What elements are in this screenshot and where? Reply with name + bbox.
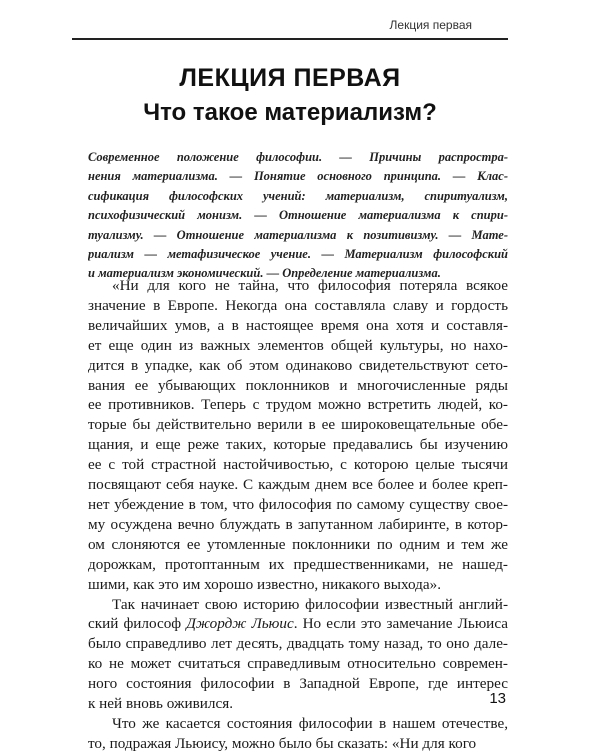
abstract-line: психофизический монизм. — Отношение материализма к спири-: [88, 208, 508, 223]
page-number: 13: [489, 690, 506, 707]
text-line: то, подражая Льюису, можно было бы сказать: «Ни для кого: [88, 734, 477, 752]
abstract-line: туализму. — Отношение материализма к позитивизму. — Мате-: [88, 227, 508, 242]
text-fragment: . Но если это замечание Льюиса: [293, 615, 508, 633]
author-name: Джордж Льюис: [186, 615, 294, 633]
text-line: ее с той страстной настойчивостью, с которою целые тысячи: [88, 456, 508, 474]
text-line: вания ее убывающих поклонников и многочисленные ряды: [88, 376, 508, 394]
paragraph-fatherland: [88, 714, 508, 754]
text-line: значение в Европе. Некогда она составляла славу и гордость: [88, 296, 508, 314]
text-line: [88, 614, 508, 634]
text-line: ее противников. Теперь с трудом можно встретить людей, ко-: [88, 396, 508, 414]
lecture-title: ЛЕКЦИЯ ПЕРВАЯ: [179, 64, 401, 92]
running-header: [72, 14, 508, 40]
body-text: [88, 276, 508, 754]
text-line: щания, и еще реже таких, которые предавались бы изучению: [88, 436, 508, 454]
text-line: шими, как это им хорошо известно, никакого выхода».: [88, 575, 441, 593]
text-line: дится в упадке, как об этом одинаково свидетельствуют сето-: [88, 356, 508, 374]
lecture-subtitle: Что такое материализм?: [143, 99, 437, 126]
text-line: нет убеждение в том, что философия по самому существу свое-: [88, 495, 508, 513]
text-line: посвящают себя науке. С каждым днем все более и более креп-: [88, 476, 508, 494]
paragraph-quote: [88, 276, 508, 595]
text-line: «Ни для кого не тайна, что философия потеряла всякое: [112, 277, 508, 294]
running-head-text: Лекция первая: [389, 18, 472, 32]
text-fragment: ский философ: [88, 615, 187, 633]
text-line: ного состояния философии в Западной Европе, где интерес: [88, 675, 508, 693]
abstract-line: риализм — метафизическое учение. — Материализм философский: [88, 247, 508, 262]
text-line: ко не может считаться справедливым относительно современ-: [88, 655, 508, 673]
text-line: дорожкам, протоптанным их предшественниками, не нашед-: [88, 555, 508, 573]
chapter-abstract: [88, 148, 508, 284]
text-line: му осуждена вечно блуждать в запутанном лабиринте, в котор-: [88, 515, 508, 533]
text-line: торые бы действительно верили в ее широковещательные обе-: [88, 416, 508, 434]
paragraph-lewis: [88, 595, 508, 714]
abstract-line: и материализм экономический. — Определение материализма.: [88, 266, 441, 281]
text-line: величайших умов, а в настоящее время она хотя и составля-: [88, 316, 508, 334]
text-line: ет еще один из важных элементов общей культуры, но нахо-: [88, 336, 508, 354]
text-line: ом слоняются ее утомленные поклонники по одним и тем же: [88, 535, 508, 553]
abstract-line: нения материализма. — Понятие основного принципа. — Клас-: [88, 169, 508, 184]
abstract-line: сификация философских учений: материализм, спиритуализм,: [88, 188, 508, 203]
text-line: к ней вновь оживился.: [88, 695, 233, 713]
abstract-line: Современное положение философии. — Причины распростра-: [88, 150, 508, 164]
text-line: было справедливо лет десять, двадцать тому назад, то оно дале-: [88, 635, 508, 653]
text-line: Что же касается состояния философии в нашем отечестве,: [112, 714, 508, 732]
text-line: Так начинает свою историю философии известный англий-: [112, 595, 508, 613]
